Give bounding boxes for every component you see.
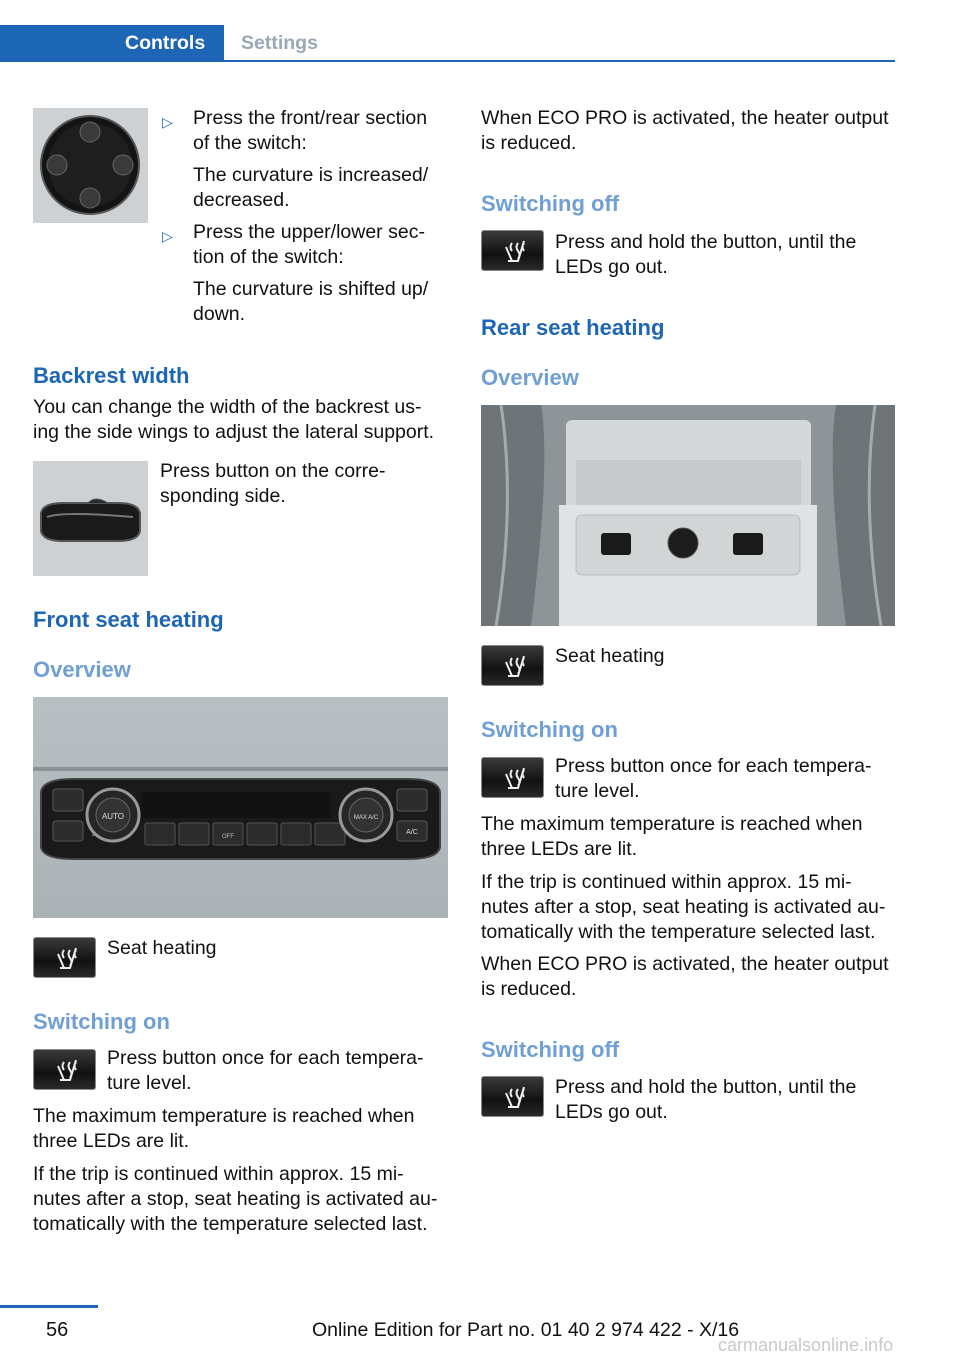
eco-line1: When ECO PRO is activated, the heater output: [481, 107, 889, 129]
front-overview-heading: Overview: [33, 657, 131, 682]
press-button-line2: sponding side.: [160, 485, 286, 507]
front-max-line1: The maximum temperature is reached when: [33, 1105, 415, 1127]
backrest-width-heading: Backrest width: [33, 363, 190, 388]
rear-console-image: [481, 405, 895, 626]
press-button-line1: Press button on the corre-: [160, 460, 386, 482]
rear-switching-off-heading: Switching off: [481, 1037, 620, 1062]
eco-line2: is reduced.: [481, 132, 577, 154]
bullet2-line4: down.: [193, 303, 246, 325]
front-switching-off-heading: Switching off: [481, 191, 620, 216]
backrest-button-image: [33, 461, 148, 576]
lumbar-switch-image: [33, 108, 148, 223]
rear-eco-line1: When ECO PRO is activated, the heater output: [481, 953, 889, 975]
rear-on-line2: ture level.: [555, 780, 640, 802]
front-trip-line1: If the trip is continued within approx. 15 mi-: [33, 1163, 404, 1185]
front-trip-line3: tomatically with the temperature selected last.: [33, 1213, 428, 1235]
seat-heating-icon: [481, 230, 544, 271]
bullet2-line3: The curvature is shifted up/: [193, 278, 429, 300]
front-seat-heating-label: Seat heating: [107, 937, 217, 959]
seat-heating-icon: [481, 757, 544, 798]
front-switching-on-heading: Switching on: [33, 1009, 170, 1034]
bullet1-line4: decreased.: [193, 189, 290, 211]
seat-heating-icon: [481, 645, 544, 686]
edition-text: Online Edition for Part no. 01 40 2 974 422 - X/16: [312, 1319, 740, 1341]
backrest-text-line2: ing the side wings to adjust the lateral support.: [33, 421, 435, 443]
header-tabs: [0, 25, 895, 62]
front-on-line1: Press button once for each tempera-: [107, 1047, 424, 1069]
tab-controls[interactable]: Controls: [0, 25, 224, 62]
tab-settings[interactable]: Settings: [241, 32, 318, 54]
rear-switching-on-heading: Switching on: [481, 717, 618, 742]
bullet1-line2: of the switch:: [193, 132, 307, 154]
rear-seat-heating-label: Seat heating: [555, 645, 665, 667]
rear-max-line2: three LEDs are lit.: [481, 838, 638, 860]
rear-trip-line3: tomatically with the temperature selected last.: [481, 921, 876, 943]
rear-seat-heating-heading: Rear seat heating: [481, 315, 665, 340]
panel-ac-label: A/C: [406, 829, 418, 836]
bullet2-line2: tion of the switch:: [193, 246, 344, 268]
bullet1-line3: The curvature is increased/: [193, 164, 429, 186]
seat-heating-icon: [481, 1076, 544, 1117]
bullet1-line1: Press the front/rear section: [193, 107, 428, 129]
front-seat-heating-heading: Front seat heating: [33, 607, 224, 632]
front-max-line2: three LEDs are lit.: [33, 1130, 190, 1152]
rear-overview-heading: Overview: [481, 365, 579, 390]
front-trip-line2: nutes after a stop, seat heating is activated au-: [33, 1188, 438, 1210]
front-on-line2: ture level.: [107, 1072, 192, 1094]
rear-on-line1: Press button once for each tempera-: [555, 755, 872, 777]
front-off-line1: Press and hold the button, until the: [555, 231, 857, 253]
seat-heating-icon: [33, 1049, 96, 1090]
page-number: 56: [46, 1319, 69, 1341]
rear-max-line1: The maximum temperature is reached when: [481, 813, 863, 835]
panel-off-label: OFF: [222, 834, 234, 840]
rear-trip-line1: If the trip is continued within approx. 15 mi-: [481, 871, 852, 893]
watermark: carmanualsonline.info: [718, 1335, 894, 1355]
front-off-line2: LEDs go out.: [555, 256, 668, 278]
rear-eco-line2: is reduced.: [481, 978, 577, 1000]
bullet-triangle-icon: ▷: [162, 114, 173, 130]
climate-panel-image: [33, 697, 448, 918]
bullet-triangle-icon: ▷: [162, 228, 173, 244]
rear-off-line1: Press and hold the button, until the: [555, 1076, 857, 1098]
bullet2-line1: Press the upper/lower sec-: [193, 221, 425, 243]
seat-heating-icon: [33, 937, 96, 978]
rear-trip-line2: nutes after a stop, seat heating is activated au-: [481, 896, 886, 918]
panel-one-label: 1: [91, 832, 95, 838]
backrest-text-line1: You can change the width of the backrest us-: [33, 396, 422, 418]
rear-off-line2: LEDs go out.: [555, 1101, 668, 1123]
panel-max-ac-label: MAX A/C: [353, 815, 379, 821]
panel-auto-label: AUTO: [101, 812, 125, 821]
footer-rule: [0, 1305, 98, 1308]
